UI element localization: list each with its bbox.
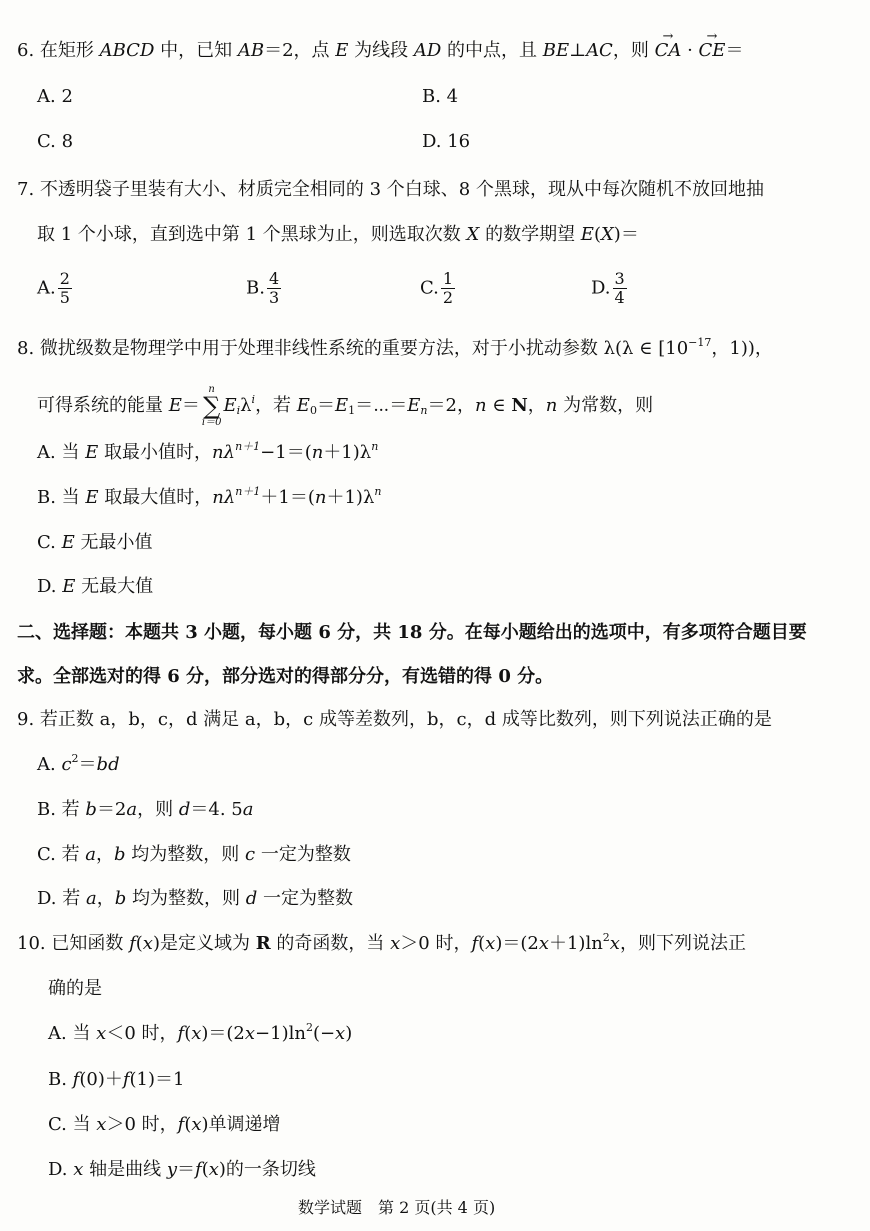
q9-option-d: D. 若 a，b 均为整数，则 d 一定为整数 [37, 888, 353, 909]
q7-option-d: D. $\frac{3}{4}$ [591, 269, 625, 307]
q8-option-b: B. 当 E 取最大值时，$n\lambda^{n+1}+1=(n+1)\lambda^n$ [37, 485, 382, 508]
q8-option-a: A. 当 E 取最小值时，$n\lambda^{n+1}-1=(n+1)\lambda^n$ [37, 440, 379, 463]
q6-option-b: B. 4 [422, 86, 459, 107]
page-footer: 数学试题 第 2 页(共 4 页) [298, 1198, 496, 1217]
fraction: $\frac{4}{3}$ [268, 269, 280, 307]
q6-stem: 6. 在矩形 ABCD 中，已知 AB＝2，点 E 为线段 AD 的中点，且 BE⊥AC，则 → CA · → CE＝ [17, 38, 743, 64]
q9-stem: 9. 若正数 a，b，c，d 满足 a，b，c 成等差数列，b，c，d 成等比数列，则下列说法正确的是 [17, 709, 772, 730]
q7-stem-line2: 取 1 个小球，直到选中第 1 个黑球为止，则选取次数 X 的数学期望 E(X)＝ [37, 224, 639, 245]
q8-stem-line1: 8. 微扰级数是物理学中用于处理非线性系统的重要方法，对于小扰动参数 λ(λ ∈ [$10^{-17}$，1))， [17, 336, 773, 359]
q7-stem-line1: 7. 不透明袋子里装有大小、材质完全相同的 3 个白球、8 个黑球，现从中每次随机不放回地抽 [17, 179, 764, 200]
section2-heading-line1: 二、选择题：本题共 3 小题，每小题 6 分，共 18 分。在每小题给出的选项中，有多项符合题目要 [17, 622, 807, 643]
q9-option-c: C. 若 a，b 均为整数，则 c 一定为整数 [37, 844, 351, 865]
q10-stem-line1: 10. 已知函数 f(x)是定义域为 R 的奇函数，当 x＞0 时，$f(x)=(2x+1)\ln^2x$，则下列说法正 [17, 931, 746, 954]
q8-option-c: C. E 无最小值 [37, 532, 153, 553]
q9-option-b: B. 若 b＝2a，则 d＝4. 5a [37, 799, 254, 820]
fraction: $\frac{3}{4}$ [614, 269, 625, 307]
q10-option-d: D. x 轴是曲线 y＝f(x)的一条切线 [48, 1159, 316, 1180]
q8-stem-line2: 可得系统的能量 E＝ n ∑ i＝0 $E_i\lambda^i$，若 $E_0=E_1=\cdots=E_n=2$，n ∈ N，n 为常数，则 [37, 384, 654, 428]
q10-option-b: B. f(0)＋f(1)＝1 [48, 1069, 185, 1090]
q8-option-d: D. E 无最大值 [37, 576, 154, 597]
q10-option-a: A. 当 x＜0 时，$f(x)=(2x-1)\ln^2(-x)$ [48, 1021, 353, 1044]
q6-option-d: D. 16 [422, 131, 471, 152]
fraction: $\frac{1}{2}$ [442, 269, 454, 307]
q6-option-a: A. 2 [37, 86, 73, 107]
section2-heading-line2: 求。全部选对的得 6 分，部分选对的得部分分，有选错的得 0 分。 [17, 666, 554, 687]
q7-option-a: A. $\frac{2}{5}$ [37, 269, 70, 307]
q9-option-a: A. $c^2=bd$ [37, 752, 120, 775]
summation-symbol: n ∑ i＝0 [201, 384, 222, 428]
q6-option-c: C. 8 [37, 131, 74, 152]
q7-option-b: B. $\frac{4}{3}$ [246, 269, 280, 307]
q10-stem-line2: 确的是 [48, 978, 102, 999]
fraction: $\frac{2}{5}$ [59, 269, 70, 307]
vector-ca: → CA [655, 38, 682, 64]
q10-option-c: C. 当 x＞0 时，f(x)单调递增 [48, 1114, 281, 1135]
vector-ce: → CE [699, 38, 726, 64]
q7-option-c: C. $\frac{1}{2}$ [420, 269, 454, 307]
